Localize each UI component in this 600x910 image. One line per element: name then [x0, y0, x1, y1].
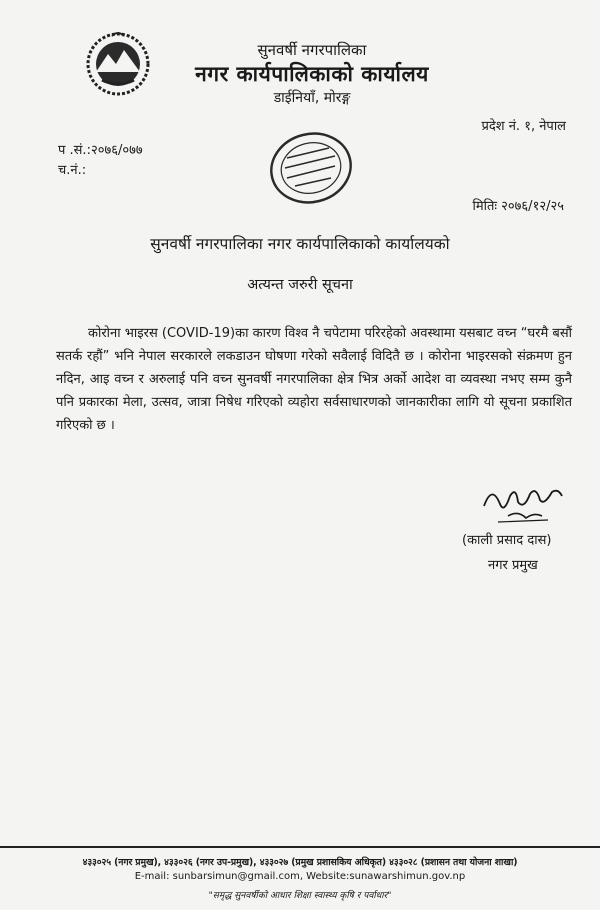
notice-subtitle: अत्यन्त जरुरी सूचना [247, 277, 353, 293]
signer-name: (काली प्रसाद दास) [462, 533, 552, 548]
footer-phone-numbers: ४३३०२५ (नगर प्रमुख), ४३३०२६ (नगर उप-प्रमुख), ४३३०२७ (प्रमुख प्रशासकिय अधिकृत) ४३३०२८ (प्रशासन तथा योजना शाखा) [82, 857, 518, 868]
footer-divider [0, 846, 600, 848]
notice-date: मितिः २०७६/१२/२५ [472, 199, 564, 214]
reference-number: प .सं.:२०७६/०७७ [58, 143, 143, 158]
dispatch-number: च.नं.: [58, 163, 87, 178]
footer-contact: E-mail: sunbarsimun@gmail.com, Website:sunawarshimun.gov.np [134, 871, 466, 882]
office-stamp [265, 126, 357, 208]
notice-title: सुनवर्षी नगरपालिका नगर कार्यपालिकाको कार्यालयको [150, 235, 450, 253]
signer-title: नगर प्रमुख [488, 558, 538, 573]
notice-body: कोरोना भाइरस (COVID-19)का कारण विश्व नै चपेटामा परिरहेको अवस्थामा यसबाट वच्न “घरमै बसौं सतर्क रहौं” भनि नेपाल सरकारले लकडाउन घोषणा गरेको सवैलाई विदितै छ । कोरोना भाइरसको संक्रमण हुन नदिन, आइ वच्न र अरुलाई पनि वच्न सुनवर्षी नगरपालिका क्षेत्र भित्र अर्को आदेश वा व्यवस्था नभए सम्म कुनै पनि प्रकारका मेला, उत्सव, जात्रा निषेध गरिएको व्यहोरा सर्वसाधारणको जानकारीका लागि यो सूचना प्रकाशित गरिएको छ । [56, 326, 572, 433]
office-location: डाईनियाँ, मोरङ्ग [273, 90, 351, 106]
office-name: नगर कार्यपालिकाको कार्यालय [195, 62, 429, 86]
province-label: प्रदेश नं. १, नेपाल [481, 119, 566, 134]
handwritten-signature [478, 476, 568, 524]
municipality-name: सुनवर्षी नगरपालिका [257, 41, 367, 59]
footer-motto: "समृद्ध सुनवर्षीको आधार शिक्षा स्वास्थ्य कृषि र पर्वाधार" [208, 891, 392, 901]
